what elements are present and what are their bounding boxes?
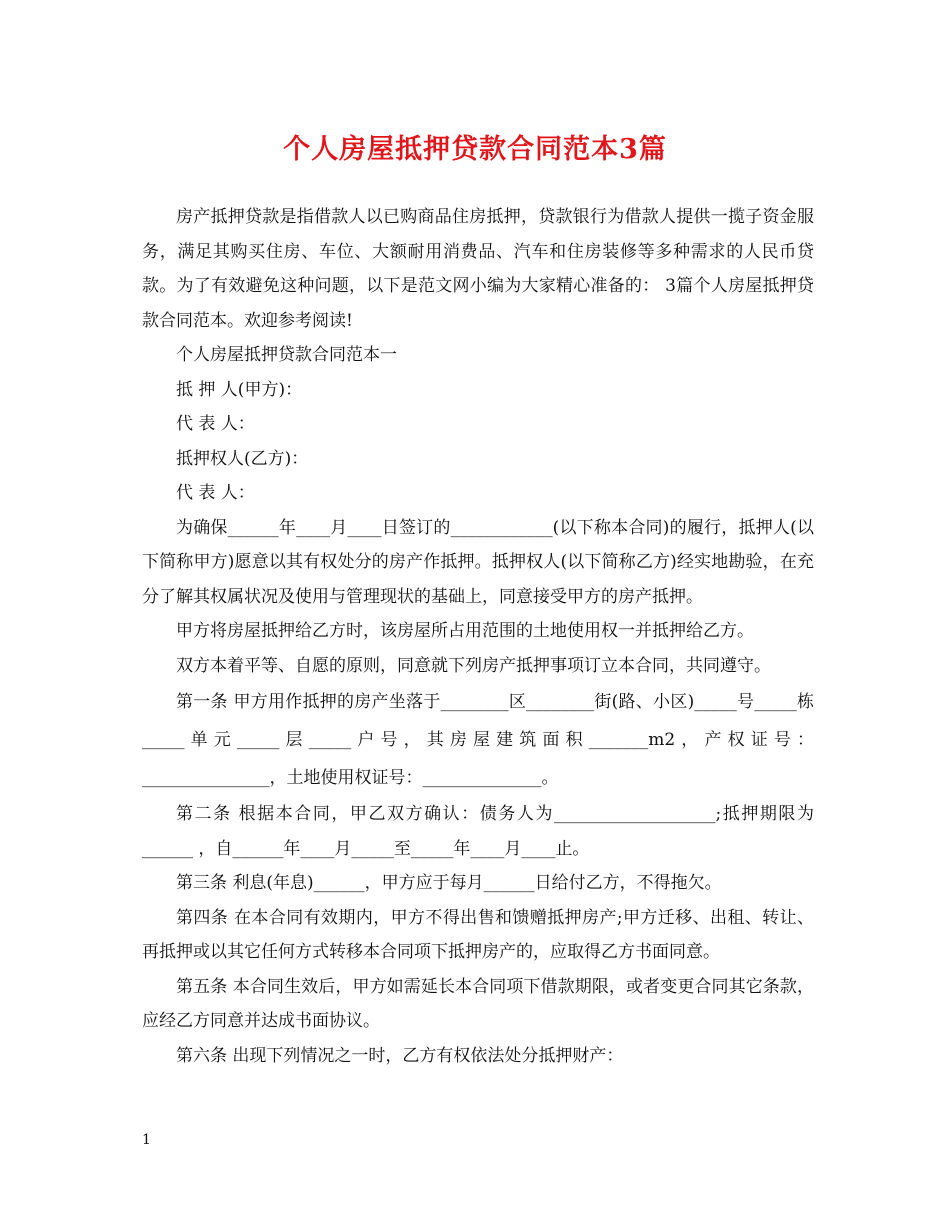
article-5: 第五条 本合同生效后，甲方如需延长本合同项下借款期限，或者变更合同其它条款，应经乙方同意并达成书面协议。: [142, 976, 814, 1031]
representative-field: 代 表 人：: [176, 483, 255, 503]
article-2: 第二条 根据本合同，甲乙双方确认：债务人为___________________;抵押期限为______ ，自______年____月_____至_____年____月____止。: [142, 804, 814, 859]
contract-paragraph: 甲方将房屋抵押给乙方时，该房屋所占用范围的土地使用权一并抵押给乙方。: [176, 621, 754, 641]
page-number: 1: [142, 1132, 151, 1148]
document-body: [142, 200, 814, 1073]
article-3: 第三条 利息(年息)______，甲方应于每月______日给付乙方，不得拖欠。: [176, 873, 722, 893]
article-1: 第一条 甲方用作抵押的房产坐落于________区________街(路、小区)_____号_____栋_____单元_____层_____户号，其房屋建筑面积_______m2，产权证号：_______________，土地使用权证号：______________。: [142, 692, 814, 788]
article-4: 第四条 在本合同有效期内，甲方不得出售和馈赠抵押房产;甲方迁移、出租、转让、再抵押或以其它任何方式转移本合同项下抵押房产的，应取得乙方书面同意。: [142, 907, 814, 962]
article-6: 第六条 出现下列情况之一时，乙方有权依法处分抵押财产：: [176, 1045, 624, 1066]
contract-paragraph: 为确保______年____月____日签订的____________(以下称本合同)的履行，抵押人(以下简称甲方)愿意以其有权处分的房产作抵押。抵押权人(以下简称乙方)经实地勘验，在充分了解其权属状况及使用与管理现状的基础上，同意接受甲方的房产抵押。: [142, 517, 814, 607]
intro-paragraph: 房产抵押贷款是指借款人以已购商品住房抵押，贷款银行为借款人提供一揽子资金服务，满足其购买住房、车位、大额耐用消费品、汽车和住房装修等多种需求的人民币贷款。为了有效避免这种问题，以下是范文网小编为大家精心准备的： 3篇个人房屋抵押贷款合同范本。欢迎参考阅读!: [142, 207, 814, 331]
mortgagee-field: 抵押权人(乙方)：: [176, 448, 309, 469]
document-title: 个人房屋抵押贷款合同范本3篇: [283, 134, 667, 165]
representative-field: 代 表 人：: [176, 414, 255, 434]
section-heading: 个人房屋抵押贷款合同范本一: [176, 345, 397, 365]
mortgagor-field: 抵 押 人(甲方)：: [176, 379, 303, 400]
contract-paragraph: 双方本着平等、自愿的原则，同意就下列房产抵押事项订立本合同，共同遵守。: [176, 655, 771, 676]
